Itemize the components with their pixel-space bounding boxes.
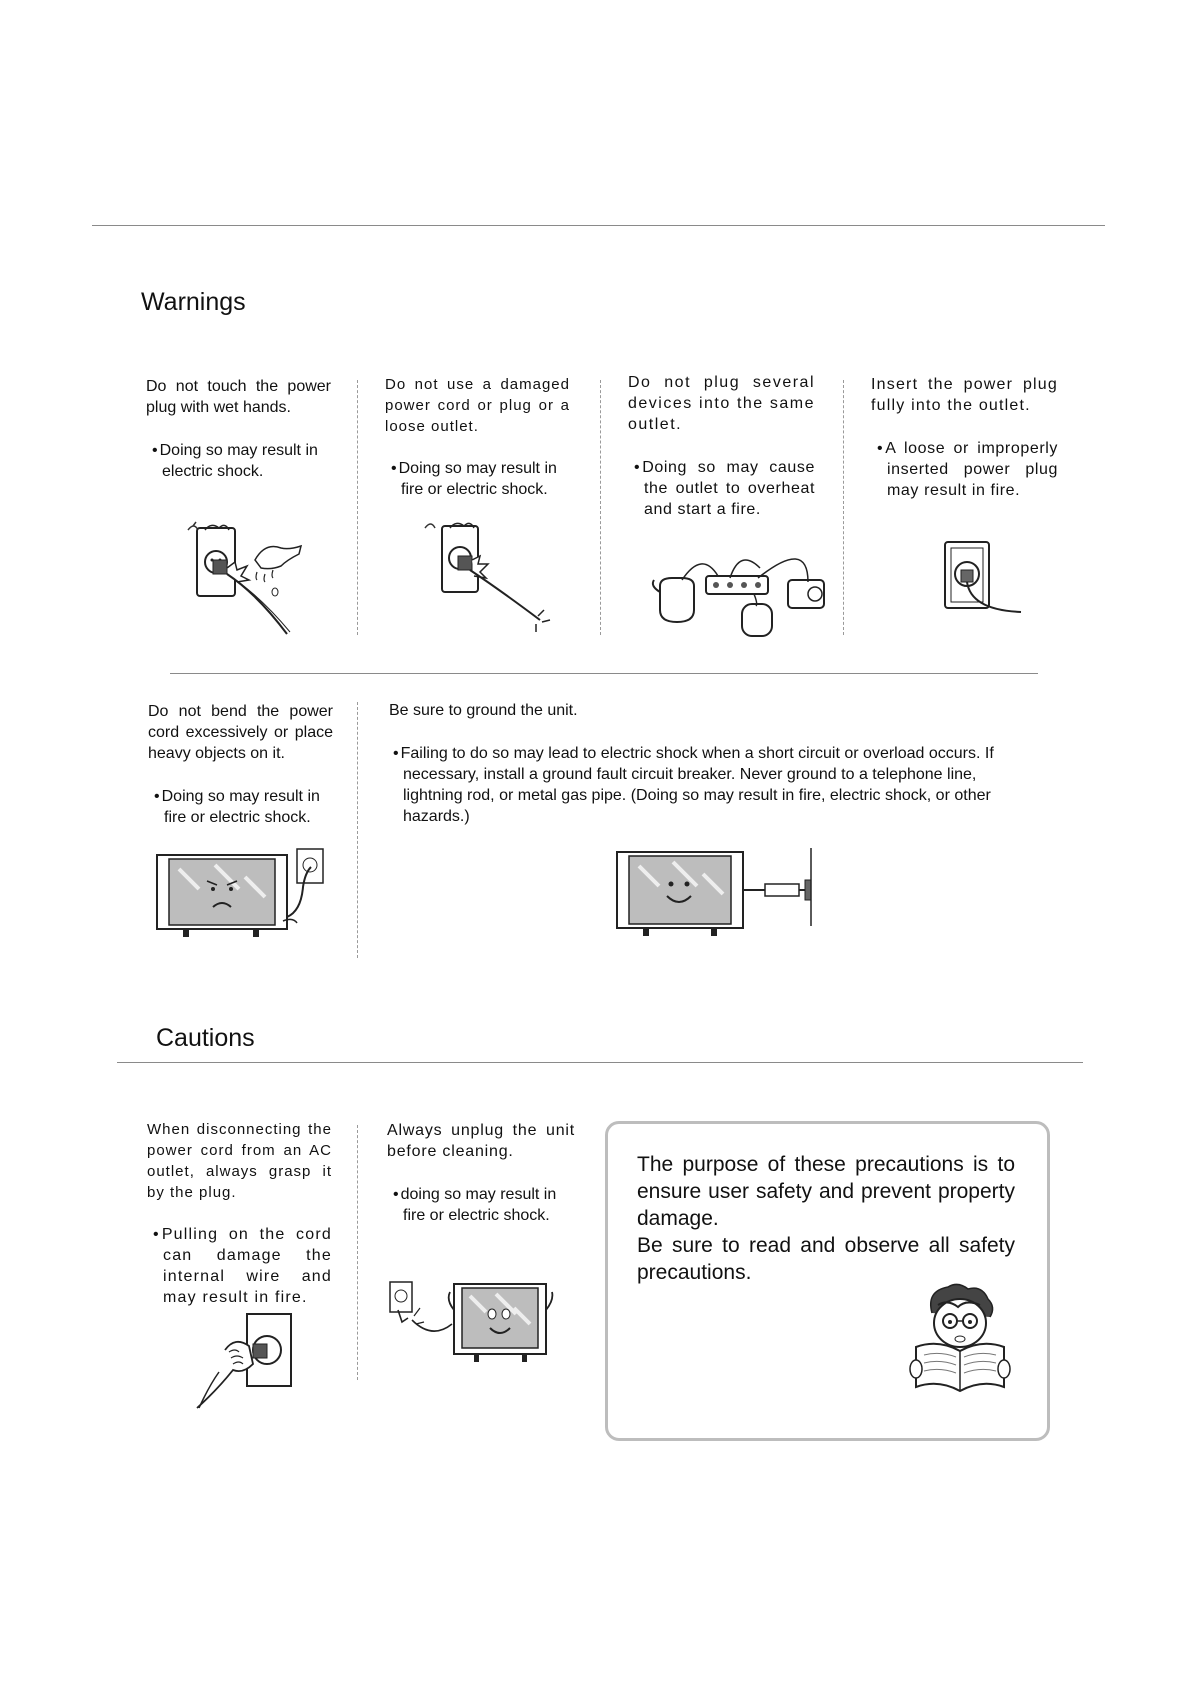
column-divider (600, 380, 601, 635)
warning-item (628, 372, 815, 520)
warning-item (148, 701, 333, 828)
warning-bullet: • Failing to do so may lead to electric shock when a short circuit or overload occurs. If necessary, install a ground fault circuit breaker. Never ground to a telephone line, lightning rod, or metal gas pipe. (Doing so may result in fire, electric shock, or other hazards.) (389, 743, 1029, 827)
warning-item (385, 374, 570, 500)
warning-heading: Do not touch the power plug with wet hands. (146, 378, 331, 416)
top-divider (92, 225, 1105, 226)
sad-tv-illustration (155, 847, 330, 937)
grounded-tv-illustration (615, 848, 815, 938)
cautions-title: Cautions (156, 1024, 255, 1052)
caution-item (147, 1119, 332, 1308)
cautions-divider (117, 1062, 1083, 1063)
caution-heading: Always unplug the unit before cleaning. (387, 1122, 575, 1160)
notice-line-1: The purpose of these precautions is to ensure user safety and prevent property damage. (637, 1153, 1015, 1230)
column-divider (357, 380, 358, 635)
caution-bullet: • Pulling on the cord can damage the internal wire and may result in fire. (147, 1224, 332, 1308)
column-divider (357, 1125, 358, 1380)
caution-bullet: • doing so may result in fire or electric shock. (387, 1184, 575, 1226)
safety-notice-text (637, 1151, 1015, 1286)
warning-heading: Do not use a damaged power cord or plug or a loose outlet. (385, 376, 570, 435)
warning-heading: Do not plug several devices into the same outlet. (628, 374, 815, 433)
warning-bullet: • Doing so may result in fire or electric shock. (148, 786, 333, 828)
power-strip-illustration (650, 548, 830, 638)
warning-bullet: • Doing so may result in fire or electric shock. (385, 458, 570, 500)
warning-item (389, 700, 1029, 827)
damaged-cord-illustration (420, 518, 560, 633)
warnings-title: Warnings (141, 288, 246, 316)
warning-item (871, 374, 1058, 501)
unplug-tv-illustration (388, 1280, 568, 1365)
caution-item (387, 1120, 575, 1226)
warnings-row-divider (170, 673, 1038, 674)
warning-bullet: • Doing so may cause the outlet to overheat and start a fire. (628, 457, 815, 520)
outlet-plug-illustration (943, 540, 1023, 620)
warning-bullet: • Doing so may result in electric shock. (146, 440, 331, 482)
warning-heading: Insert the power plug fully into the outlet. (871, 376, 1058, 414)
warning-heading: Be sure to ground the unit. (389, 702, 578, 719)
warning-heading: Do not bend the power cord excessively or place heavy objects on it. (148, 703, 333, 762)
column-divider (843, 380, 844, 635)
warning-bullet: • A loose or improperly inserted power plug may result in fire. (871, 438, 1058, 501)
reading-boy-illustration (910, 1285, 1015, 1395)
warning-item (146, 376, 331, 482)
hand-unplug-illustration (195, 1312, 295, 1412)
caution-heading: When disconnecting the power cord from an AC outlet, always grasp it by the plug. (147, 1121, 332, 1201)
column-divider (357, 702, 358, 958)
notice-line-2: Be sure to read and observe all safety precautions. (637, 1234, 1015, 1284)
wet-hand-plug-illustration (185, 520, 325, 630)
